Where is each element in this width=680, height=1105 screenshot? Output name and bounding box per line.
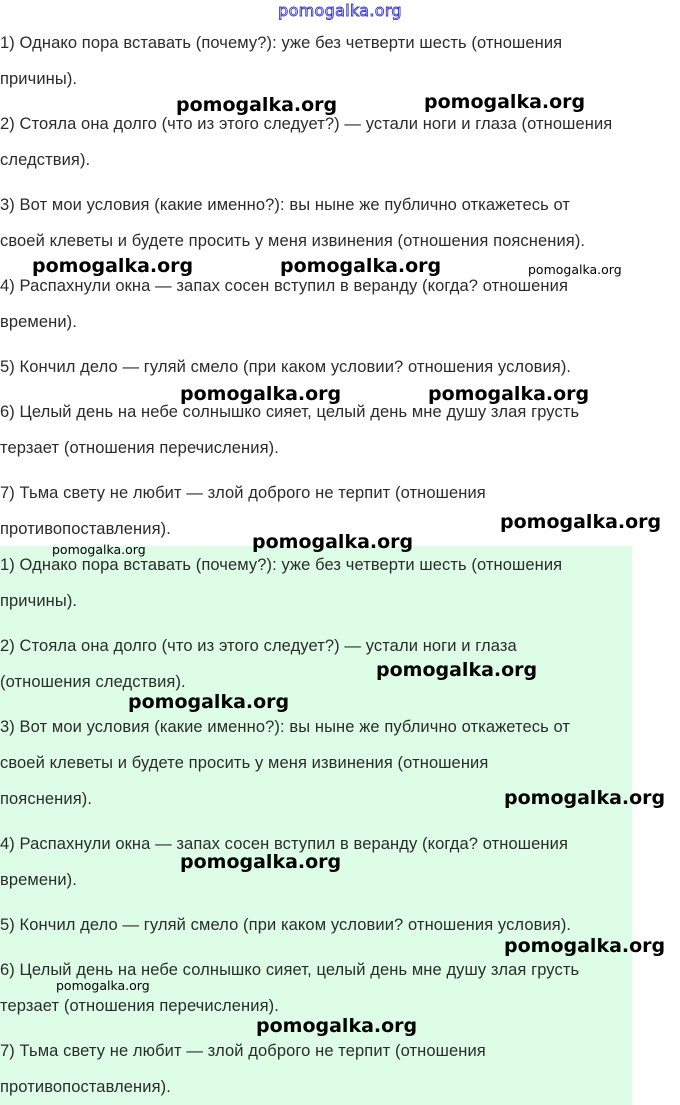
- answer-line: 5) Кончил дело — гуляй смело (при каком условии? отношения условия).: [0, 916, 572, 934]
- question-line: причины).: [0, 70, 78, 88]
- answer-line: 6) Целый день на небе солнышко сияет, целый день мне душу злая грусть: [0, 961, 580, 979]
- watermark: pomogalka.org: [376, 659, 538, 681]
- answer-line: (отношения следствия).: [0, 673, 186, 691]
- answer-line: противопоставления).: [0, 1078, 171, 1096]
- answer-line: 3) Вот мои условия (какие именно?): вы ныне же публично откажетесь от: [0, 718, 571, 736]
- answer-line: своей клеветы и будете просить у меня извинения (отношения: [0, 754, 489, 772]
- question-line: 4) Распахнули окна — запах сосен вступил в веранду (когда? отношения: [0, 277, 568, 295]
- watermark: pomogalka.org: [180, 383, 342, 405]
- answer-line: времени).: [0, 871, 77, 889]
- question-line: 3) Вот мои условия (какие именно?): вы ныне же публично откажетесь от: [0, 196, 571, 214]
- watermark: pomogalka.org: [500, 511, 662, 533]
- watermark: pomogalka.org: [424, 91, 586, 113]
- watermark: pomogalka.org: [252, 531, 414, 553]
- watermark: pomogalka.org: [32, 255, 194, 277]
- question-line: 2) Стояла она долго (что из этого следует?) — устали ноги и глаза (отношения: [0, 115, 613, 133]
- watermark: pomogalka.org: [428, 383, 590, 405]
- question-line: терзает (отношения перечисления).: [0, 439, 279, 457]
- watermark: pomogalka.org: [176, 94, 338, 116]
- watermark: pomogalka.org: [180, 851, 342, 873]
- answer-line: причины).: [0, 592, 78, 610]
- watermark: pomogalka.org: [52, 542, 146, 557]
- answer-line: пояснения).: [0, 790, 93, 808]
- watermark: pomogalka.org: [128, 691, 290, 713]
- question-line: времени).: [0, 313, 77, 331]
- watermark: pomogalka.org: [280, 255, 442, 277]
- question-line: 6) Целый день на небе солнышко сияет, целый день мне душу злая грусть: [0, 403, 580, 421]
- question-line: 7) Тьма свету не любит — злой доброго не терпит (отношения: [0, 484, 486, 502]
- question-line: своей клеветы и будете просить у меня извинения (отношения пояснения).: [0, 232, 586, 250]
- watermark: pomogalka.org: [256, 1015, 418, 1037]
- question-line: следствия).: [0, 151, 91, 169]
- answer-line: 2) Стояла она долго (что из этого следует?) — устали ноги и глаза: [0, 637, 517, 655]
- question-line: 1) Однако пора вставать (почему?): уже без четверти шесть (отношения: [0, 34, 563, 52]
- answer-line: 7) Тьма свету не любит — злой доброго не терпит (отношения: [0, 1042, 486, 1060]
- site-header-logo[interactable]: pomogalka.org: [278, 1, 402, 20]
- answer-line: 4) Распахнули окна — запах сосен вступил в веранду (когда? отношения: [0, 835, 568, 853]
- answer-line: терзает (отношения перечисления).: [0, 997, 279, 1015]
- watermark: pomogalka.org: [56, 978, 150, 993]
- watermark: pomogalka.org: [504, 935, 666, 957]
- watermark: pomogalka.org: [504, 787, 666, 809]
- watermark: pomogalka.org: [528, 262, 622, 277]
- answer-line: 1) Однако пора вставать (почему?): уже без четверти шесть (отношения: [0, 556, 563, 574]
- question-line: противопоставления).: [0, 520, 171, 538]
- question-line: 5) Кончил дело — гуляй смело (при каком условии? отношения условия).: [0, 358, 572, 376]
